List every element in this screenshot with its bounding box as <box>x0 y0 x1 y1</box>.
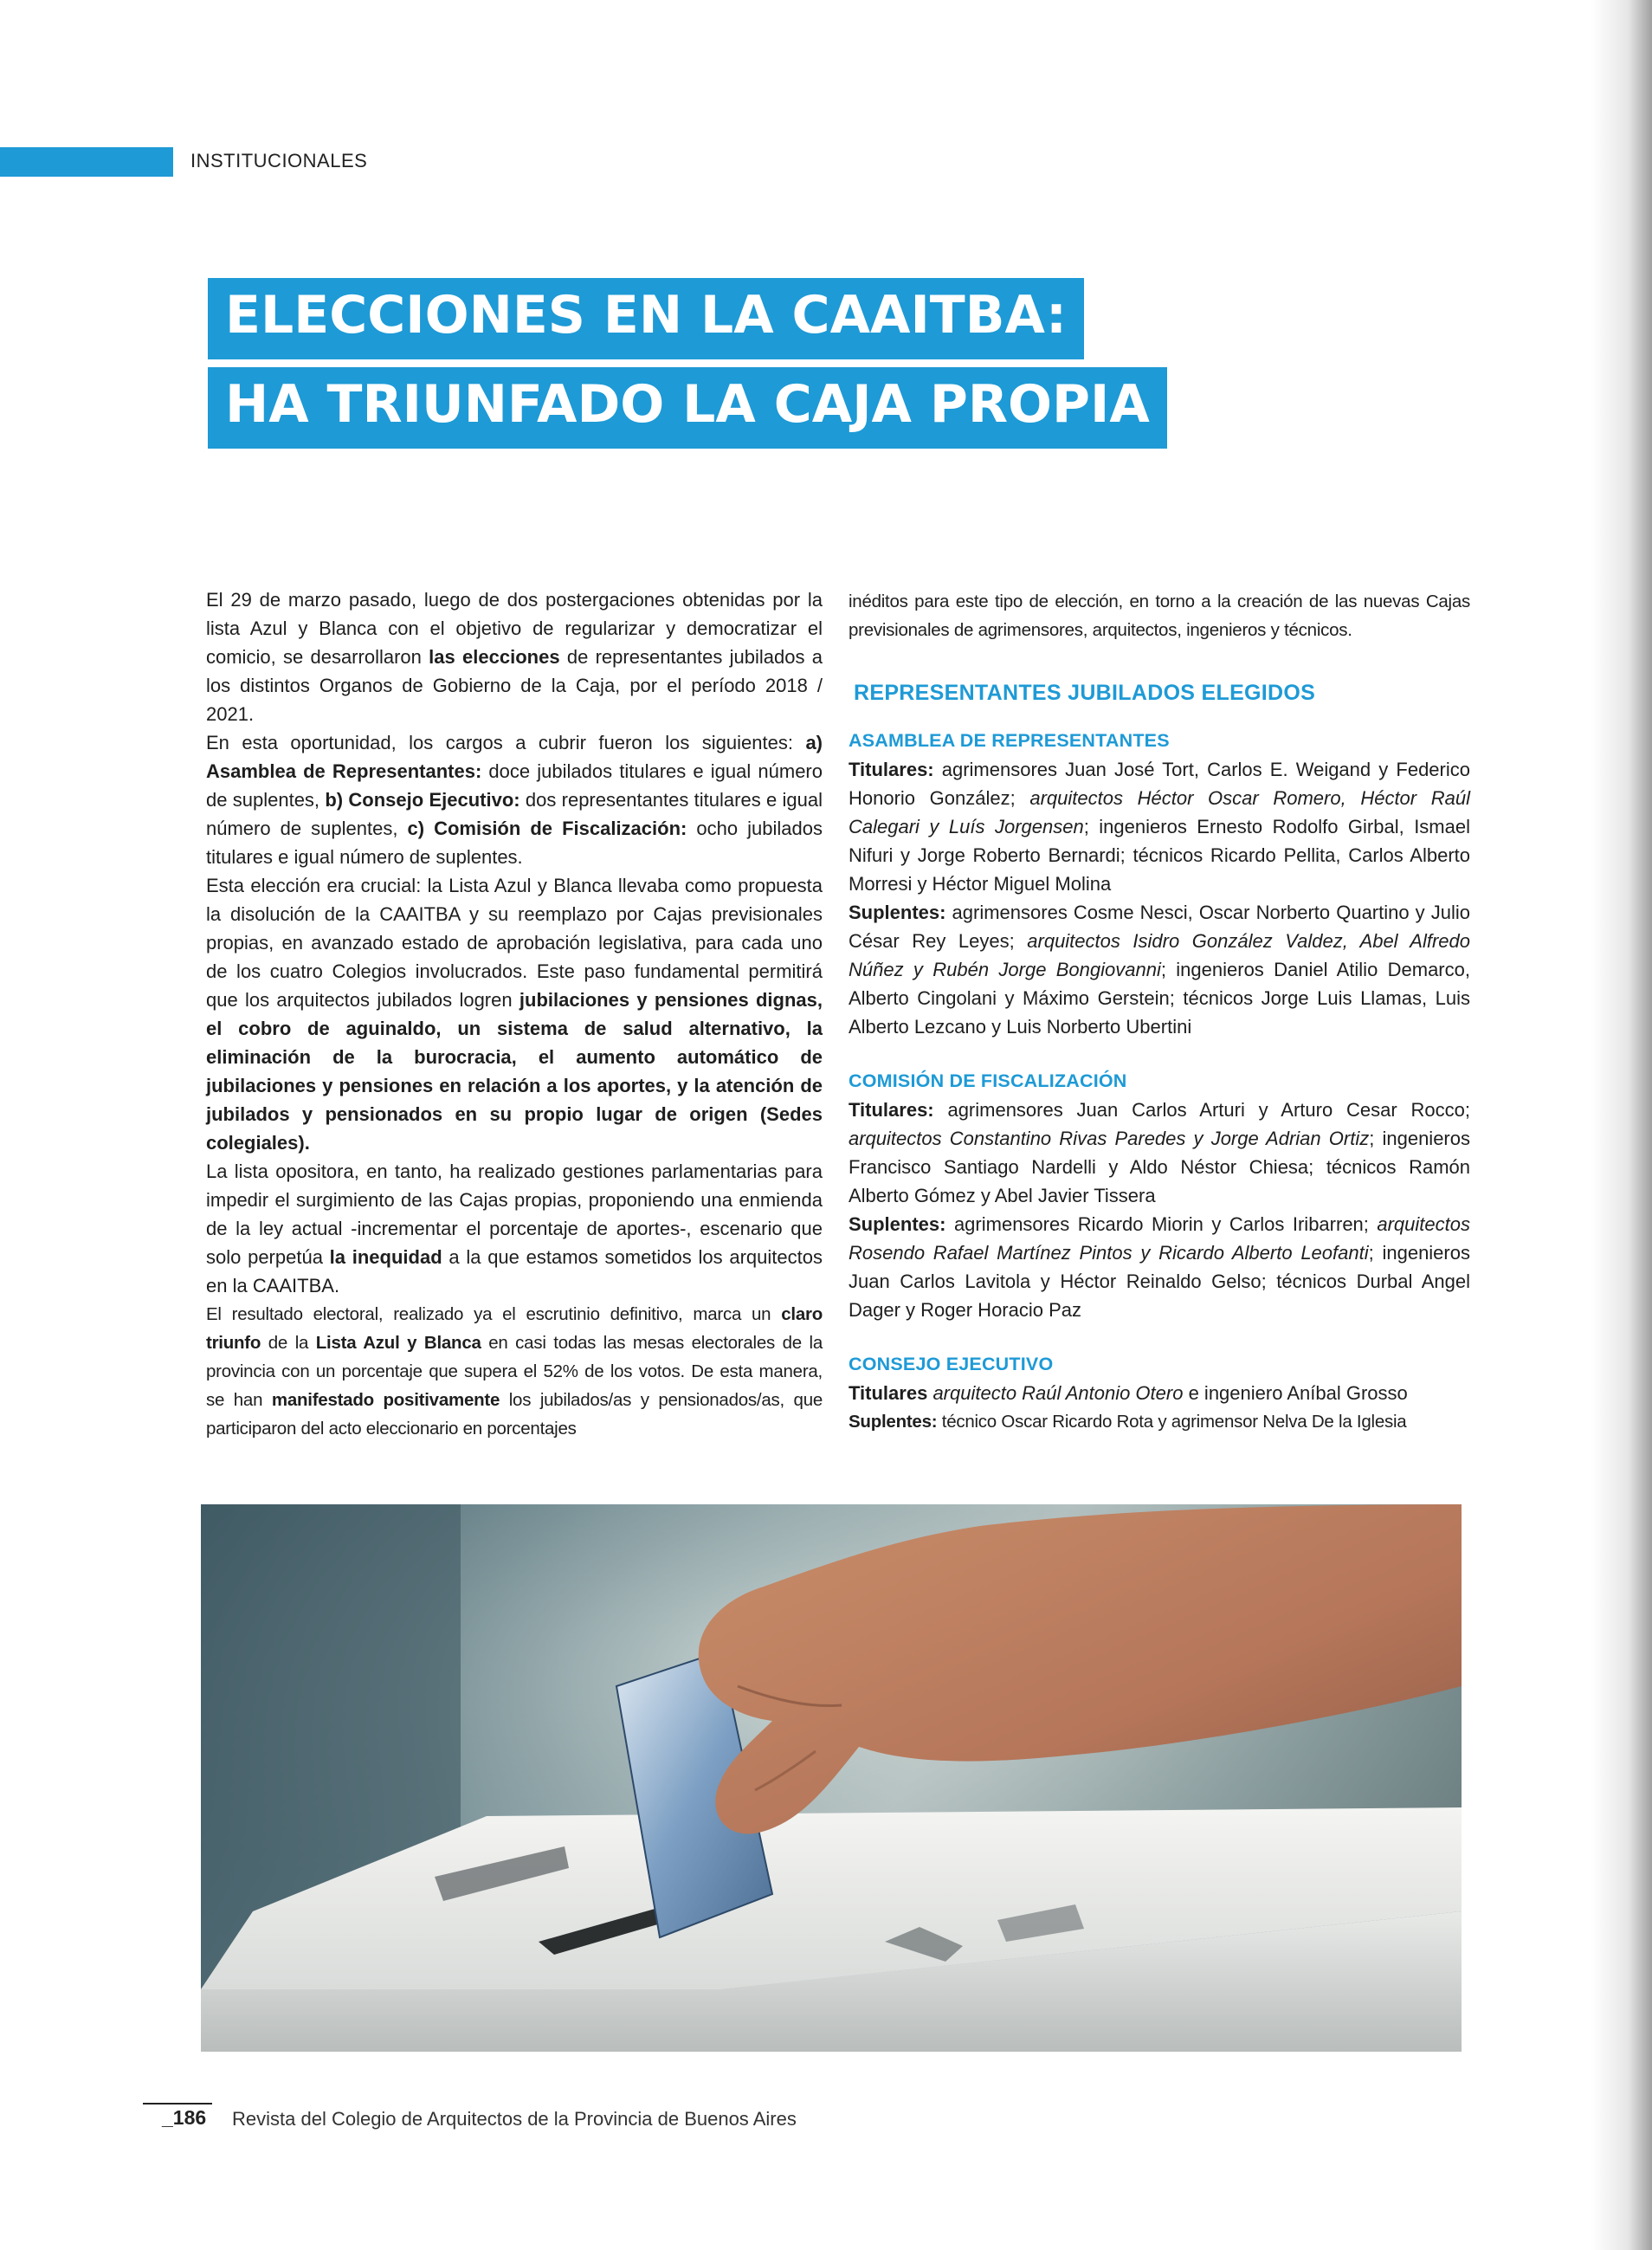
article-title-line-1: ELECCIONES EN LA CAAITBA: <box>208 278 1084 359</box>
text-run: La lista opositora, en tanto, ha realizado gestiones parlamentarias para impedir el surgimiento de las Cajas propias, proponiendo una enmienda de la ley actual -incrementar el porcentaje de aportes-, escenario que solo perpetúa <box>206 1161 823 1268</box>
article-right-column <box>849 587 1470 1436</box>
page-edge-shadow <box>1591 0 1652 2250</box>
text-run: ; ingenieros Juan Carlos Lavitola y Héctor Reinaldo Gelso; técnicos Durbal Angel Dager y Roger Horacio Paz <box>849 1242 1470 1321</box>
ballot-box-photo <box>201 1504 1462 2052</box>
text-run: ; ingenieros Francisco Santiago Nardelli y Aldo Néstor Chiesa; técnicos Ramón Alberto Gómez y Abel Javier Tissera <box>849 1128 1470 1206</box>
text-run: técnico Oscar Ricardo Rota y agrimensor Nelva De la Iglesia <box>937 1412 1407 1432</box>
bold-label: Titulares: <box>849 1099 934 1121</box>
consejo-titulares <box>849 1379 1470 1407</box>
bold-label: Suplentes: <box>849 902 946 923</box>
text-run: ; ingenieros Ernesto Rodolfo Girbal, Ismael Nifuri y Jorge Roberto Bernardi; técnicos Ricardo Pellita, Carlos Alberto Morresi y Héctor Miguel Molina <box>849 816 1470 895</box>
article-left-column <box>206 585 823 1443</box>
italic-text: arquitecto Raúl Antonio Otero <box>932 1382 1184 1404</box>
ballot-photo-illustration <box>201 1504 1462 2052</box>
italic-text: arquitectos Constantino Rivas Paredes y Jorge Adrian Ortiz <box>849 1128 1370 1149</box>
italic-text: arquitectos Héctor Oscar Romero, Héctor Raúl Calegari y Luís Jorgensen <box>849 787 1470 837</box>
spacer <box>849 1324 1470 1350</box>
paragraph-resultado <box>206 1300 823 1443</box>
subheading-asamblea: ASAMBLEA DE REPRESENTANTES <box>849 730 1170 751</box>
text-run: dos representantes titulares e igual número de suplentes, <box>206 789 823 839</box>
text-run: El 29 de marzo pasado, luego de dos postergaciones obtenidas por la lista Azul y Blanca con el objetivo de regularizar y democratizar el comicio, se desarrollaron <box>206 589 823 668</box>
paragraph-intro <box>206 585 823 728</box>
spacer <box>849 1041 1470 1067</box>
text-run: El resultado electoral, realizado ya el escrutinio definitivo, marca un <box>206 1304 782 1324</box>
subheading-consejo: CONSEJO EJECUTIVO <box>849 1354 1054 1374</box>
bold-text: Lista Azul y Blanca <box>315 1333 481 1353</box>
publication-name: Revista del Colegio de Arquitectos de la Provincia de Buenos Aires <box>232 2108 797 2130</box>
text-run: doce jubilados titulares e igual número de suplentes, <box>206 760 823 811</box>
paragraph-continuation: inéditos para este tipo de elección, en torno a la creación de las nuevas Cajas previsionales de agrimensores, arquitectos, ingenieros y técnicos. <box>849 592 1470 640</box>
bold-text: b) Consejo Ejecutivo: <box>325 789 520 811</box>
asamblea-suplentes <box>849 898 1470 1041</box>
bold-label: Titulares <box>849 1382 928 1404</box>
text-run: Esta elección era crucial: la Lista Azul y Blanca llevaba como propuesta la disolución de la CAAITBA y su reemplazo por Cajas previsionales propias, en avanzado estado de aprobación legislativa, para cada uno de los cuatro Colegios involucrados. Este paso fundamental permitirá que los arquitectos jubilados logren <box>206 875 823 1011</box>
consejo-suplentes <box>849 1407 1470 1436</box>
paragraph-cargos <box>206 728 823 871</box>
text-run: ocho jubilados titulares e igual número de suplentes. <box>206 818 823 868</box>
subheading-fiscalizacion: COMISIÓN DE FISCALIZACIÓN <box>849 1070 1127 1091</box>
italic-text: arquitectos Rosendo Rafael Martínez Pintos y Ricardo Alberto Leofanti <box>849 1213 1470 1264</box>
text-run: agrimensores Cosme Nesci, Oscar Norberto Quartino y Julio César Rey Leyes; <box>849 902 1470 952</box>
paragraph-crucial <box>206 871 823 1157</box>
bold-label: Suplentes: <box>849 1412 938 1432</box>
text-run: los jubilados/as y pensionados/as, que participaron del acto eleccionario en porcentajes <box>206 1390 823 1439</box>
bold-text: las elecciones <box>429 646 560 668</box>
italic-text: arquitectos Isidro González Valdez, Abel Alfredo Núñez y Rubén Jorge Bongiovanni <box>849 930 1470 980</box>
text-run: En esta oportunidad, los cargos a cubrir fueron los siguientes: <box>206 732 806 753</box>
bold-text: claro triunfo <box>206 1304 823 1353</box>
paragraph-opositora <box>206 1157 823 1300</box>
section-label: INSTITUCIONALES <box>190 150 368 171</box>
bold-label: Suplentes: <box>849 1213 946 1235</box>
asamblea-titulares <box>849 755 1470 898</box>
page-number: _186 <box>162 2106 207 2129</box>
text-run: ; ingenieros Daniel Atilio Demarco, Alberto Cingolani y Máximo Gerstein; técnicos Jorge Luis Llamas, Luis Alberto Lezcano y Luis Norberto Ubertini <box>849 959 1470 1038</box>
fiscalizacion-titulares <box>849 1096 1470 1210</box>
text-run: agrimensores Juan José Tort, Carlos E. Weigand y Federico Honorio González; <box>849 759 1470 809</box>
bold-text: c) Comisión de Fiscalización: <box>407 818 687 839</box>
text-run: a la que estamos sometidos los arquitectos en la CAAITBA. <box>206 1246 823 1296</box>
footer-rule <box>143 2103 212 2105</box>
text-run: de la <box>261 1333 316 1353</box>
article-title-line-2: HA TRIUNFADO LA CAJA PROPIA <box>208 367 1167 449</box>
bold-text: jubilaciones y pensiones dignas, el cobro de aguinaldo, un sistema de salud alternativo, la eliminación de la burocracia, el aumento automático de jubilaciones y pensiones en relación a los aportes, y la atención de jubilados y pensionados en su propio lugar de origen (Sedes colegiales). <box>206 989 823 1154</box>
bold-label: Titulares: <box>849 759 934 780</box>
section-color-bar <box>0 147 173 177</box>
bold-text: manifestado positivamente <box>271 1390 500 1410</box>
fiscalizacion-suplentes <box>849 1210 1470 1324</box>
text-run: de representantes jubilados a los distintos Organos de Gobierno de la Caja, por el período 2018 / 2021. <box>206 646 823 725</box>
bold-text: a) Asamblea de Representantes: <box>206 732 823 782</box>
section-heading-representantes: REPRESENTANTES JUBILADOS ELEGIDOS <box>854 681 1316 705</box>
text-run: e ingeniero Aníbal Grosso <box>1183 1382 1408 1404</box>
text-run: agrimensores Ricardo Miorin y Carlos Iribarren; <box>945 1213 1378 1235</box>
bold-text: la inequidad <box>329 1246 442 1268</box>
text-run: agrimensores Juan Carlos Arturi y Arturo Cesar Rocco; <box>933 1099 1470 1121</box>
text-run: en casi todas las mesas electorales de la provincia con un porcentaje que supera el 52% de los votos. De esta manera, se han <box>206 1333 823 1410</box>
